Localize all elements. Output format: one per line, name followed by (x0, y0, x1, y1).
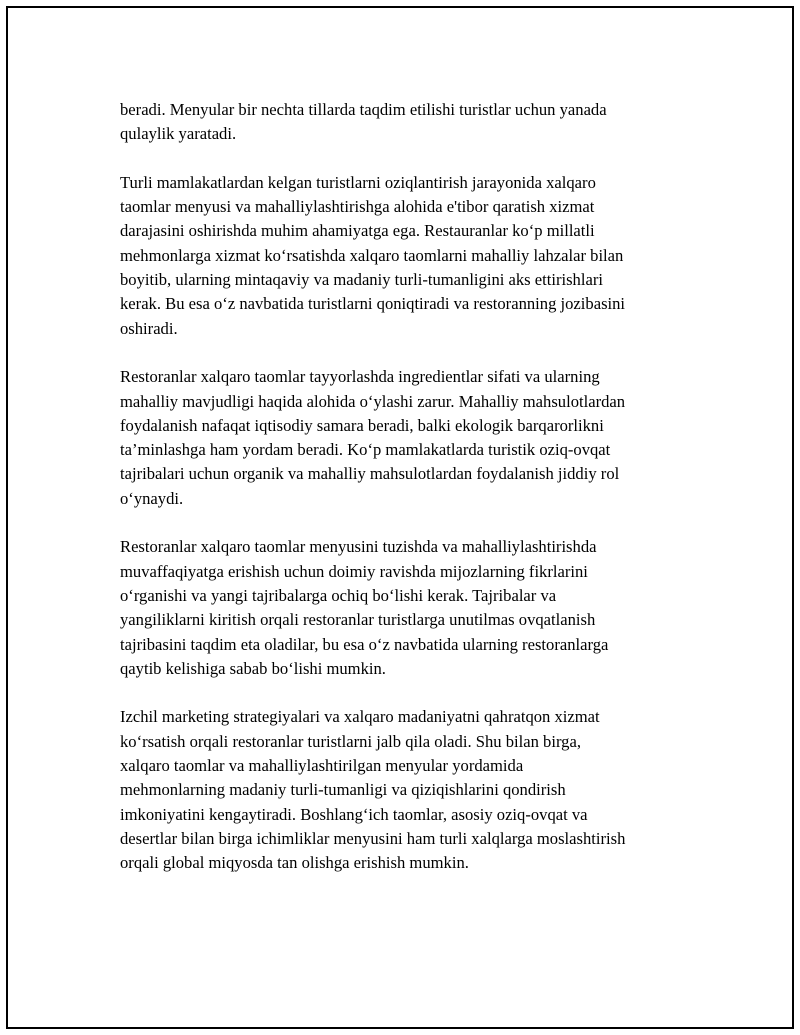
text-line: mehmonlarga xizmat koʻrsatishda xalqaro taomlarni mahalliy lahzalar bilan (120, 245, 624, 265)
paragraph-1 (120, 98, 700, 147)
text-line: darajasini oshirishda muhim ahamiyatga ega. Restauranlar koʻp millatli (120, 221, 595, 241)
text-line: boyitib, ularning mintaqaviy va madaniy turli-tumanligini aks ettirishlari (120, 270, 603, 290)
text-line: beradi. Menyular bir nechta tillarda taqdim etilishi turistlar uchun yanada (120, 100, 607, 119)
text-line: muvaffaqiyatga erishish uchun doimiy ravishda mijozlarning fikrlarini (120, 561, 588, 581)
page-frame (6, 6, 794, 1029)
text-line: qaytib kelishiga sabab boʻlishi mumkin. (120, 658, 386, 678)
text-line: xalqaro taomlar va mahalliylashtirilgan menyular yordamida (120, 756, 524, 776)
text-line: Restoranlar xalqaro taomlar menyusini tuzishda va mahalliylashtirishda (120, 537, 597, 557)
paragraph-3 (120, 365, 700, 511)
text-line: oʻrganishi va yangi tajribalarga ochiq boʻlishi kerak. Tajribalar va (120, 585, 557, 605)
text-line: imkoniyatini kengaytiradi. Boshlangʻich taomlar, asosiy oziq-ovqat va (120, 804, 588, 824)
text-line: kerak. Bu esa oʻz navbatida turistlarni qoniqtiradi va restoranning jozibasini (120, 294, 626, 314)
document-body (120, 98, 700, 900)
text-line: tajribalari uchun organik va mahalliy mahsulotlardan foydalanish jiddiy rol (120, 464, 620, 484)
text-line: qulaylik yaratadi. (120, 124, 237, 144)
text-line: orqali global miqyosda tan olishga erishish mumkin. (120, 853, 469, 873)
text-line: foydalanish nafaqat iqtisodiy samara beradi, balki ekologik barqarorlikni (120, 415, 604, 435)
text-line: mehmonlarning madaniy turli-tumanligi va qiziqishlarini qondirish (120, 780, 566, 800)
text-line: mahalliy mavjudligi haqida alohida oʻylashi zarur. Mahalliy mahsulotlardan (120, 391, 626, 411)
text-line: tajribasini taqdim eta oladilar, bu esa oʻz navbatida ularning restoranlarga (120, 634, 609, 654)
text-line: desertlar bilan birga ichimliklar menyusini ham turli xalqlarga moslashtirish (120, 828, 626, 848)
paragraph-5 (120, 705, 700, 875)
text-line: yangiliklarni kiritish orqali restoranlar turistlarga unutilmas ovqatlanish (120, 610, 596, 630)
text-line: Restoranlar xalqaro taomlar tayyorlashda ingredientlar sifati va ularning (120, 367, 600, 387)
text-line: oʻynaydi. (120, 488, 184, 508)
text-line: koʻrsatish orqali restoranlar turistlarni jalb qila oladi. Shu bilan birga, (120, 731, 581, 751)
paragraph-2 (120, 171, 700, 341)
text-line: taomlar menyusi va mahalliylashtirishga alohida e'tibor qaratish xizmat (120, 197, 595, 217)
text-line: Turli mamlakatlardan kelgan turistlarni oziqlantirish jarayonida xalqaro (120, 172, 596, 192)
paragraph-4 (120, 535, 700, 681)
text-line: Izchil marketing strategiyalari va xalqaro madaniyatni qahratqon xizmat (120, 707, 600, 727)
text-line: oshiradi. (120, 318, 178, 338)
text-line: ta’minlashga ham yordam beradi. Koʻp mamlakatlarda turistik oziq-ovqat (120, 440, 611, 460)
